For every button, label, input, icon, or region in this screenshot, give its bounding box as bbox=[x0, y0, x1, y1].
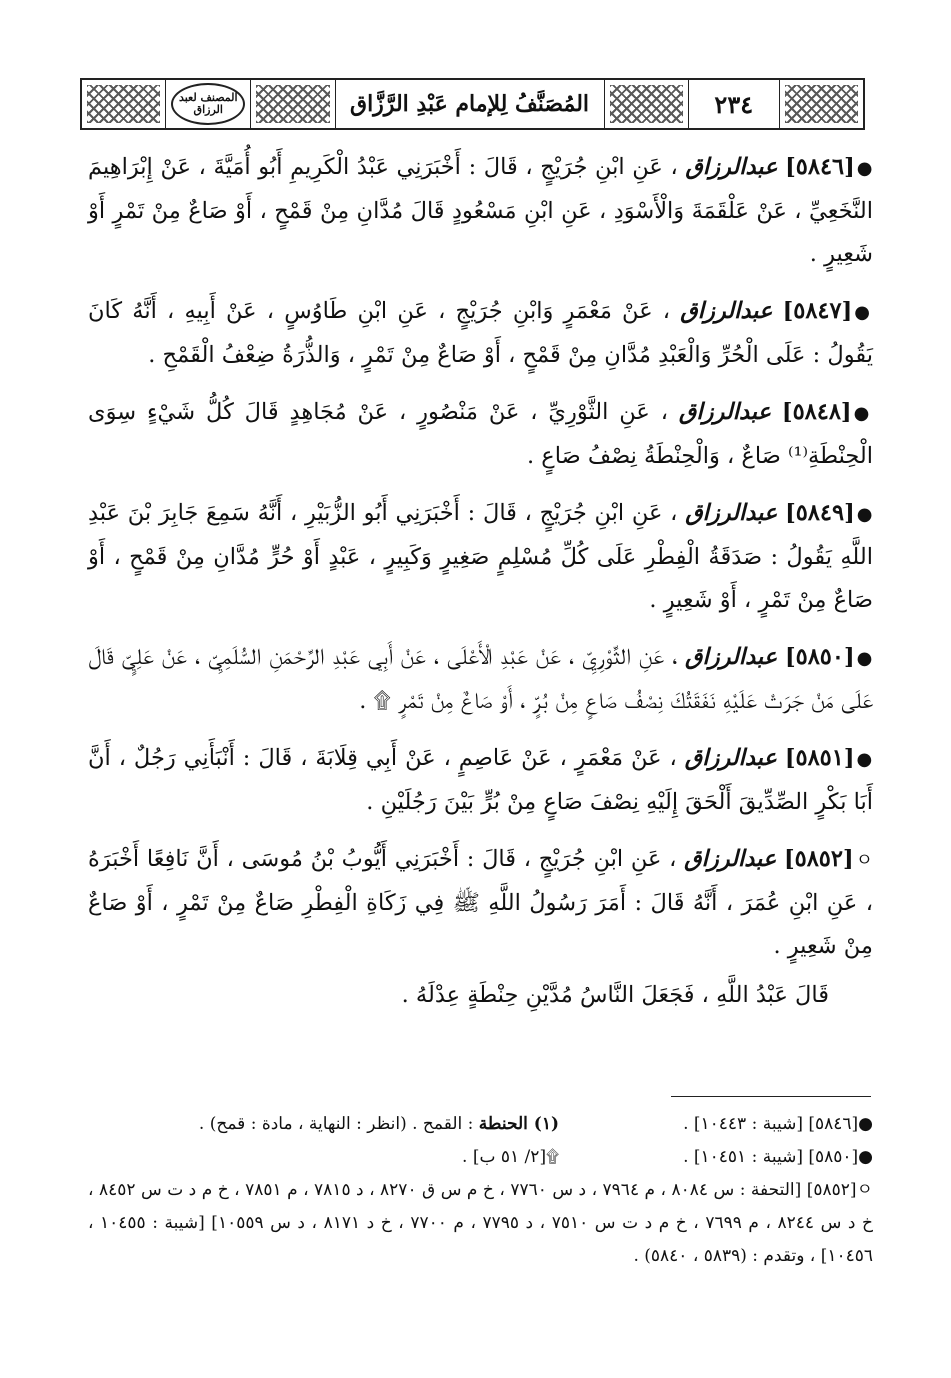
entry-text: ، عَنِ ابْنِ جُرَيْجٍ ، قَالَ : أَخْبَرَنِي أَبُو الزُّبَيْرِ ، أَنَّهُ سَمِعَ جَابِرَ بْنَ عَبْدِ اللَّهِ يَقُولُ : صَدَقَةُ الْفِطْرِ عَلَى كُلِّ مُسْلِمٍ صَغِيرٍ وَكَبِيرٍ ، عَبْدٍ أَوْ حُرٍّ مُدَّانِ مِنْ قَمْحٍ ، أَوْ صَاعٌ مِنْ تَمْرٍ ، أَوْ شَعِيرٍ . bbox=[88, 500, 873, 613]
entry-number: [٥٨٤٦] bbox=[785, 154, 855, 180]
entry-marker: ● bbox=[856, 158, 873, 179]
entry-narrator: عبدالرزاق bbox=[684, 745, 777, 771]
entry-narrator: عبدالرزاق bbox=[678, 399, 772, 425]
hadith-entry bbox=[88, 290, 873, 377]
entry-marker: ● bbox=[856, 648, 873, 669]
footnote-manuscript-ref: ۩[٢/ ٥١ ب] . bbox=[462, 1147, 559, 1167]
entry-number: [٥٨٤٩] bbox=[785, 500, 855, 526]
page-header bbox=[80, 78, 865, 130]
header-medallion bbox=[165, 80, 251, 128]
medallion-logo: المصنف لعبد الرزاق bbox=[171, 83, 245, 125]
entry-text: ، عَنِ الثَّوْرِيِّ ، عَنْ مَنْصُورٍ ، عَنْ مُجَاهِدٍ قَالَ كُلُّ شَيْءٍ سِوَى الْحِنْطَةِ⁽¹⁾ صَاعٌ ، وَالْحِنْطَةُ نِصْفُ صَاعٍ . bbox=[88, 399, 873, 469]
hadith-entry bbox=[88, 737, 873, 824]
entry-text: ، عَنِ ابْنِ جُرَيْجٍ ، قَالَ : أَخْبَرَنِي أَيُّوبُ بْنُ مُوسَى ، أَنَّ نَافِعًا أَخْبَرَهُ ، عَنِ ابْنِ عُمَرَ ، أَنَّهُ قَالَ : أَمَرَ رَسُولُ اللَّهِ ﷺ فِي زَكَاةِ الْفِطْرِ صَاعٌ مِنْ تَمْرٍ ، أَوْ صَاعٌ مِنْ شَعِيرٍ . bbox=[88, 846, 873, 959]
footnote-1 bbox=[88, 1108, 559, 1141]
header-ornament-middle-left bbox=[256, 85, 329, 123]
entry-narrator: عبدالرزاق bbox=[684, 846, 777, 872]
hadith-entry bbox=[88, 492, 873, 622]
entry-marker: ● bbox=[853, 403, 874, 424]
entry-narrator: عبدالرزاق bbox=[685, 644, 778, 670]
closing-line: قَالَ عَبْدُ اللَّهِ ، فَجَعَلَ النَّاسُ مُدَّيْنِ حِنْطَةٍ عِدْلَهُ . bbox=[401, 982, 829, 1008]
entry-text: ، عَنْ مَعْمَرٍ وَابْنِ جُرَيْجٍ ، عَنِ ابْنِ طَاوُسٍ ، عَنْ أَبِيهِ ، أَنَّهُ كَانَ يَقُولُ : عَلَى الْحُرِّ وَالْعَبْدِ مُدَّانِ مِنْ قَمْحٍ ، أَوْ صَاعٌ مِنْ تَمْرٍ ، وَالذُّرَةُ ضِعْفُ الْقَمْحِ . bbox=[88, 298, 873, 368]
footnote-source-5846: ●[٥٨٤٦] [شيبة : ١٠٤٤٣] . bbox=[683, 1114, 873, 1134]
entry-number: [٥٨٥٠] bbox=[784, 644, 855, 670]
main-text bbox=[88, 146, 873, 1031]
entry-marker: ● bbox=[856, 749, 873, 770]
entry-text: ، عَنْ مَعْمَرٍ ، عَنْ عَاصِمٍ ، عَنْ أَبِي قِلَابَةَ ، قَالَ : أَنْبَأَنِي رَجُلٌ ، أَنَّ أَبَا بَكْرٍ الصِّدِّيقَ أَلْحَقَ إِلَيْهِ نِصْفَ صَاعٍ مِنْ بُرٍّ بَيْنَ رَجُلَيْنِ . bbox=[88, 745, 873, 815]
footnote-row bbox=[88, 1108, 873, 1141]
footnote-source-5850: ●[٥٨٥٠] [شيبة : ١٠٤٥١] . bbox=[683, 1147, 873, 1167]
entry-narrator: عبدالرزاق bbox=[680, 298, 773, 324]
entry-text: ، عَنِ الثَّوْرِيِّ ، عَنْ عَبْدِ الْأَعْلَى ، عَنْ أَبِي عَبْدِ الرَّحْمَنِ السُّلَمِيِّ ، عَنْ عَلِيٍّ قَالَ عَلَى مَنْ جَرَتْ عَلَيْهِ نَفَقَتُكَ نِصْفُ صَاعٍ مِنْ بُرٍّ ، أَوْ صَاعٌ مِنْ تَمْرٍ ۩ . bbox=[88, 644, 873, 714]
header-ornament-middle-right bbox=[610, 85, 683, 123]
entry-number: [٥٨٤٨] bbox=[781, 399, 852, 425]
entry-marker: ● bbox=[856, 504, 874, 525]
entry-number: [٥٨٤٧] bbox=[782, 298, 853, 324]
page-number: ٢٣٤ bbox=[688, 80, 780, 128]
entry-text: ، عَنِ ابْنِ جُرَيْجٍ ، قَالَ : أَخْبَرَنِي عَبْدُ الْكَرِيمِ أَبُو أُمَيَّةَ ، عَنْ إِبْرَاهِيمَ النَّخَعِيِّ ، عَنْ عَلْقَمَةَ وَالْأَسْوَدِ ، عَنِ ابْنِ مَسْعُودٍ قَالَ مُدَّانِ مِنْ قَمْحٍ ، أَوْ صَاعٌ مِنْ تَمْرٍ أَوْ شَعِيرٍ . bbox=[88, 154, 873, 267]
entry-number: [٥٨٥٢] bbox=[783, 846, 854, 872]
hadith-entry bbox=[88, 838, 873, 968]
header-ornament-right bbox=[785, 85, 858, 123]
entry-narrator: عبدالرزاق bbox=[685, 154, 778, 180]
hadith-entry bbox=[88, 391, 873, 478]
book-title: المُصَنَّفُ لِلإمام عَبْدِ الرَّزَّاق bbox=[335, 80, 605, 128]
footnotes bbox=[88, 1108, 873, 1273]
entry-marker: ㅇ bbox=[855, 850, 874, 871]
hadith-entry bbox=[88, 146, 873, 276]
entry-narrator: عبدالرزاق bbox=[685, 500, 778, 526]
footnote-1-text: : القمح . (انظر : النهاية ، مادة : قمح) . bbox=[198, 1114, 474, 1134]
footnote-source-5852: ㅇ[٥٨٥٢] [التحفة : س ٨٠٨٤ ، م ٧٩٦٤ ، د س ٧٧٦٠ ، خ م س ق ٨٢٧٠ ، د ٧٨١٥ ، م ٧٨٥١ ، خ م د ت س ٨٤٥٢ ، خ د س ٨٢٤٤ ، م ٧٦٩٩ ، خ م د ت س ٧٥١٠ ، د ٧٧٩٥ ، م ٧٧٠٠ ، خ د ٨١٧١ ، د س ١٠٥٥٩] [شيبة : ١٠٤٥٥ ، ١٠٤٥٦] ، وتقدم : (٥٨٣٩ ، ٥٨٤٠) . bbox=[88, 1180, 873, 1266]
entry-marker: ● bbox=[854, 302, 874, 323]
footnote-divider bbox=[671, 1096, 871, 1097]
hadith-entry bbox=[88, 636, 873, 723]
entry-number: [٥٨٥١] bbox=[784, 745, 855, 771]
header-ornament-left bbox=[87, 85, 160, 123]
footnote-row bbox=[88, 1141, 873, 1174]
footnote-1-label: (١) الحنطة bbox=[478, 1114, 559, 1134]
